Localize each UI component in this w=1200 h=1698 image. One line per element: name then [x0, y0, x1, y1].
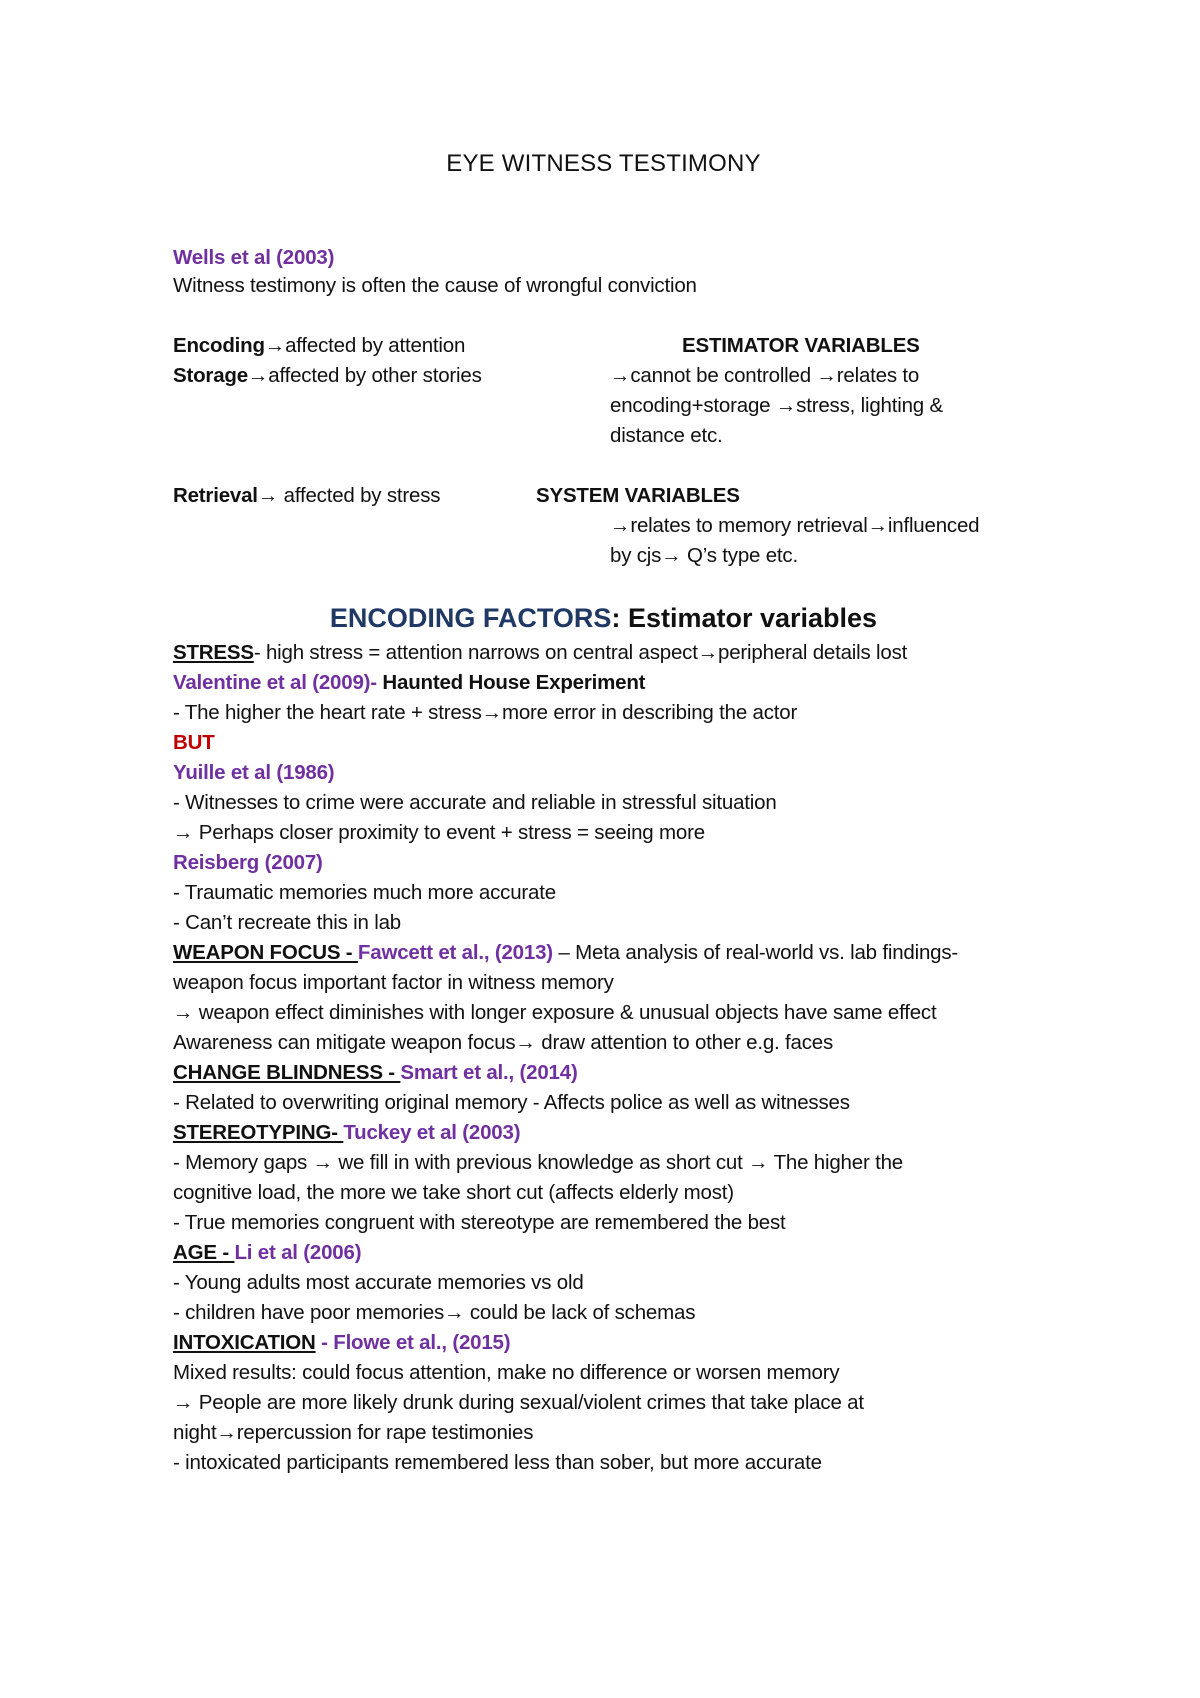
yuille-point-1: - Witnesses to crime were accurate and reliable in stressful situation — [173, 791, 777, 814]
arrow-icon: → — [775, 394, 797, 417]
arrow-icon: → — [173, 1391, 194, 1414]
age-citation: Li et al (2006) — [234, 1241, 362, 1264]
intox-point-3: night→repercussion for rape testimonies — [173, 1421, 534, 1444]
arrow-icon: → — [697, 641, 719, 664]
stereo-line — [173, 1118, 520, 1148]
arrow-icon: → — [444, 1301, 465, 1324]
arrow-icon: → — [515, 1031, 536, 1054]
stereo-label: STEREOTYPING- — [173, 1121, 344, 1144]
valentine-line — [173, 668, 645, 698]
storage-stage — [173, 361, 482, 391]
storage-text: affected by other stories — [268, 364, 482, 387]
valentine-point: - The higher the heart rate + stress→more error in describing the actor — [173, 701, 798, 724]
arrow-icon: → — [247, 364, 269, 387]
intox-point-4: - intoxicated participants remembered less than sober, but more accurate — [173, 1451, 822, 1474]
reisberg-point-2: - Can’t recreate this in lab — [173, 911, 401, 934]
arrow-icon: → — [173, 821, 194, 844]
encoding-text: affected by attention — [285, 334, 466, 357]
age-point-2: - children have poor memories→ could be lack of schemas — [173, 1301, 696, 1324]
yuille-citation: Yuille et al (1986) — [173, 761, 335, 784]
arrow-icon: → — [216, 1421, 237, 1444]
change-citation: Smart et al., (2014) — [400, 1061, 578, 1084]
intox-label: INTOXICATION — [173, 1331, 316, 1354]
arrow-icon: → — [173, 1001, 194, 1024]
valentine-title: Haunted House Experiment — [376, 671, 646, 694]
weapon-citation: Fawcett et al., (2013) — [357, 941, 553, 964]
intox-line — [173, 1328, 510, 1358]
encoding-stage — [173, 331, 465, 361]
age-point-1: - Young adults most accurate memories vs old — [173, 1271, 584, 1294]
arrow-icon: → — [610, 514, 631, 537]
arrow-icon: → — [481, 701, 502, 724]
estimator-line-3: distance etc. — [610, 424, 723, 447]
system-line-1: →relates to memory retrieval→influenced — [610, 514, 980, 537]
intox-point-1: Mixed results: could focus attention, make no difference or worsen memory — [173, 1361, 840, 1384]
reisberg-point-1: - Traumatic memories much more accurate — [173, 881, 556, 904]
estimator-line-1: →cannot be controlled →relates to — [610, 364, 920, 387]
change-line — [173, 1058, 578, 1088]
page-title: EYE WITNESS TESTIMONY — [446, 150, 761, 177]
arrow-icon: → — [257, 484, 279, 507]
change-point: - Related to overwriting original memory - Affects police as well as witnesses — [173, 1091, 850, 1114]
stress-label: STRESS — [173, 641, 254, 664]
retrieval-text: affected by stress — [278, 484, 441, 507]
arrow-icon: → — [748, 1151, 769, 1174]
weapon-point-2: Awareness can mitigate weapon focus→ draw attention to other e.g. faces — [173, 1031, 834, 1054]
section-heading-sub: : Estimator variables — [611, 603, 878, 633]
section-heading-main: ENCODING FACTORS — [329, 603, 612, 633]
stereo-point-3: - True memories congruent with stereotype are remembered the best — [173, 1211, 786, 1234]
retrieval-label: Retrieval — [173, 484, 258, 507]
estimator-heading: ESTIMATOR VARIABLES — [682, 334, 920, 357]
stress-line: STRESS- high stress = attention narrows on central aspect→peripheral details lost — [173, 641, 908, 664]
wells-text: Witness testimony is often the cause of wrongful conviction — [173, 274, 697, 297]
weapon-point-1: → weapon effect diminishes with longer exposure & unusual objects have same effect — [173, 1001, 937, 1024]
change-label: CHANGE BLINDNESS - — [173, 1061, 401, 1084]
arrow-icon: → — [816, 364, 837, 387]
stereo-point-2: cognitive load, the more we take short cut (affects elderly most) — [173, 1181, 734, 1204]
weapon-line-2: weapon focus important factor in witness memory — [173, 971, 614, 994]
retrieval-stage — [173, 481, 440, 511]
reisberg-citation: Reisberg (2007) — [173, 851, 323, 874]
age-line — [173, 1238, 361, 1268]
arrow-icon: → — [312, 1151, 333, 1174]
but-label: BUT — [173, 731, 215, 754]
yuille-point-2: → Perhaps closer proximity to event + stress = seeing more — [173, 821, 705, 844]
weapon-label: WEAPON FOCUS - — [173, 941, 358, 964]
system-heading: SYSTEM VARIABLES — [536, 484, 740, 507]
section-heading — [0, 603, 1200, 634]
system-line-2: by cjs→ Q’s type etc. — [610, 544, 798, 567]
wells-citation: Wells et al (2003) — [173, 246, 335, 269]
encoding-label: Encoding — [173, 334, 265, 357]
intox-citation: - Flowe et al., (2015) — [315, 1331, 511, 1354]
arrow-icon: → — [867, 514, 888, 537]
arrow-icon: → — [610, 364, 631, 387]
weapon-line: WEAPON FOCUS - Fawcett et al., (2013) – Meta analysis of real-world vs. lab findings- — [173, 941, 959, 964]
stereo-citation: Tuckey et al (2003) — [343, 1121, 521, 1144]
valentine-citation: Valentine et al (2009)- — [173, 671, 377, 694]
arrow-icon: → — [661, 544, 682, 567]
stereo-point-1: - Memory gaps → we fill in with previous knowledge as short cut → The higher the — [173, 1151, 903, 1174]
arrow-icon: → — [264, 334, 286, 357]
estimator-line-2: encoding+storage →stress, lighting & — [610, 394, 943, 417]
intox-point-2: → People are more likely drunk during sexual/violent crimes that take place at — [173, 1391, 864, 1414]
age-label: AGE - — [173, 1241, 235, 1264]
storage-label: Storage — [173, 364, 248, 387]
